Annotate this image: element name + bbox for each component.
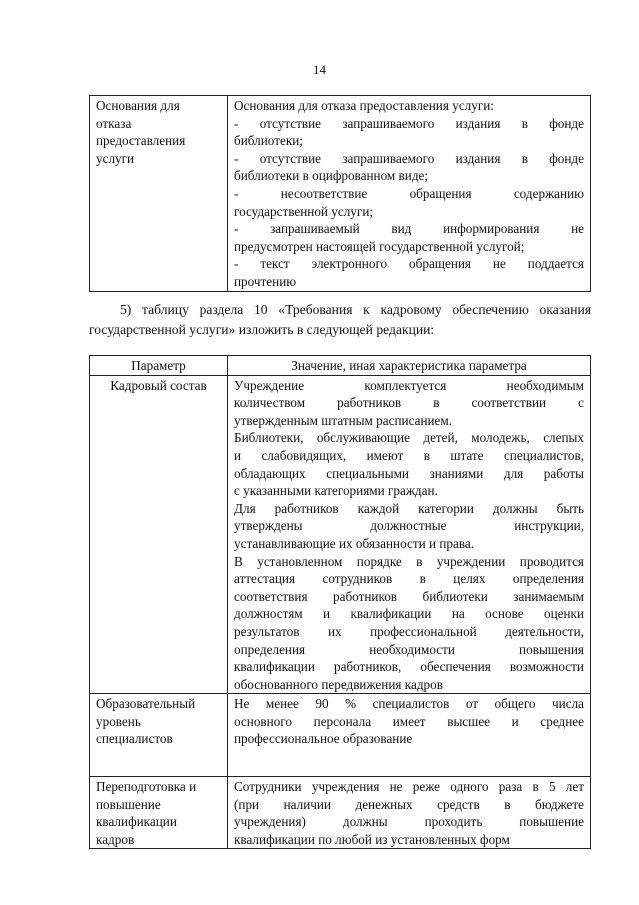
value-line: квалификации работников, обеспечения возможности	[234, 659, 584, 675]
value-line: учреждения) должны проходить повышение	[234, 814, 584, 830]
value-line: и слабовидящих, имеют в штате специалистов,	[234, 447, 584, 463]
table-row	[90, 375, 591, 694]
value-line: результатов их профессиональной деятельности,	[234, 623, 584, 639]
label-line: услуги	[96, 150, 135, 166]
table-row	[90, 777, 591, 849]
refusal-grounds-label-cell	[90, 96, 228, 292]
parameter-line: Образовательный	[96, 696, 196, 712]
refusal-grounds-value-cell	[228, 96, 591, 292]
value-line: Библиотеки, обслуживающие детей, молодежь, слепых	[234, 430, 584, 446]
value-line: количеством работников в соответствии с	[234, 395, 584, 411]
parameter-line: квалификации	[96, 814, 177, 830]
table-row	[90, 694, 591, 777]
value-line: библиотеки;	[234, 133, 303, 149]
parameter-line: специалистов	[96, 731, 173, 747]
paragraph-line: 5) таблицу раздела 10 «Требования к кадровому обеспечению оказания	[120, 302, 591, 317]
value-line: соответствия работников библиотеки занимаемым	[234, 588, 584, 604]
value-line: Для работников каждой категории должны быть	[234, 500, 584, 516]
parameter-cell	[90, 694, 228, 777]
value-line: предусмотрен настоящей государственной услугой;	[234, 238, 525, 254]
value-line: библиотеки в оцифрованном виде;	[234, 168, 429, 184]
value-cell	[228, 777, 591, 849]
value-line: профессиональное образование	[234, 731, 413, 747]
value-line: Учреждение комплектуется необходимым	[234, 377, 584, 393]
value-line: утверждены должностные инструкции,	[234, 518, 584, 534]
value-line: (при наличии денежных средств в бюджете	[234, 796, 584, 812]
value-line: - текст электронного обращения не поддается	[234, 256, 584, 272]
value-line: В установленном порядке в учреждении проводится	[234, 553, 584, 569]
value-line: государственной услуги;	[234, 203, 374, 219]
label-line: Основания для	[96, 98, 180, 113]
staffing-requirements-table	[89, 355, 591, 849]
value-line: Сотрудники учреждения не реже одного раза в 5 лет	[234, 779, 584, 795]
value-line: должностям и квалификации на основе оценки	[234, 606, 584, 622]
parameter-line: кадров	[96, 831, 135, 847]
value-line: Основания для отказа предоставления услуги:	[234, 98, 494, 113]
table-header-row	[90, 356, 591, 376]
value-line: основного персонала имеет высшее и среднее	[234, 713, 584, 729]
paragraph-line: государственной услуги» изложить в следующей редакции:	[89, 322, 435, 337]
parameter-cell	[90, 375, 228, 694]
value-line: - отсутствие запрашиваемого издания в фонде	[234, 115, 584, 131]
parameter-line: повышение	[96, 796, 161, 812]
parameter-line: Кадровый состав	[110, 377, 207, 393]
parameter-line: уровень	[96, 713, 141, 729]
refusal-grounds-table	[89, 95, 591, 292]
column-header-value: Значение, иная характеристика параметра	[228, 356, 591, 376]
label-line: предоставления	[96, 133, 186, 149]
value-line: - запрашиваемый вид информирования не	[234, 221, 584, 237]
value-line: обоснованного передвижения кадров	[234, 676, 443, 692]
value-line: с указанными категориями граждан.	[234, 483, 438, 499]
value-line: Не менее 90 % специалистов от общего числа	[234, 696, 584, 712]
table-row	[90, 96, 591, 292]
value-line: - отсутствие запрашиваемого издания в фонде	[234, 150, 584, 166]
label-line: отказа	[96, 115, 132, 131]
value-line: прочтению	[234, 273, 297, 289]
value-line: утвержденным штатным расписанием.	[234, 412, 453, 428]
value-line: определения необходимости повышения	[234, 641, 584, 657]
parameter-line: Переподготовка и	[96, 779, 197, 795]
value-cell	[228, 375, 591, 694]
page-number: 14	[313, 62, 326, 77]
amendment-paragraph	[89, 300, 591, 340]
value-line: устанавливающие их обязанности и права.	[234, 535, 475, 551]
spacer	[96, 748, 221, 776]
value-cell	[228, 694, 591, 777]
parameter-cell	[90, 777, 228, 849]
value-line: аттестация сотрудников в целях определения	[234, 571, 584, 587]
column-header-parameter: Параметр	[90, 356, 228, 376]
value-line: квалификации по любой из установленных форм	[234, 831, 510, 847]
value-line: - несоответствие обращения содержанию	[234, 185, 584, 201]
value-line: обладающих специальными знаниями для работы	[234, 465, 584, 481]
